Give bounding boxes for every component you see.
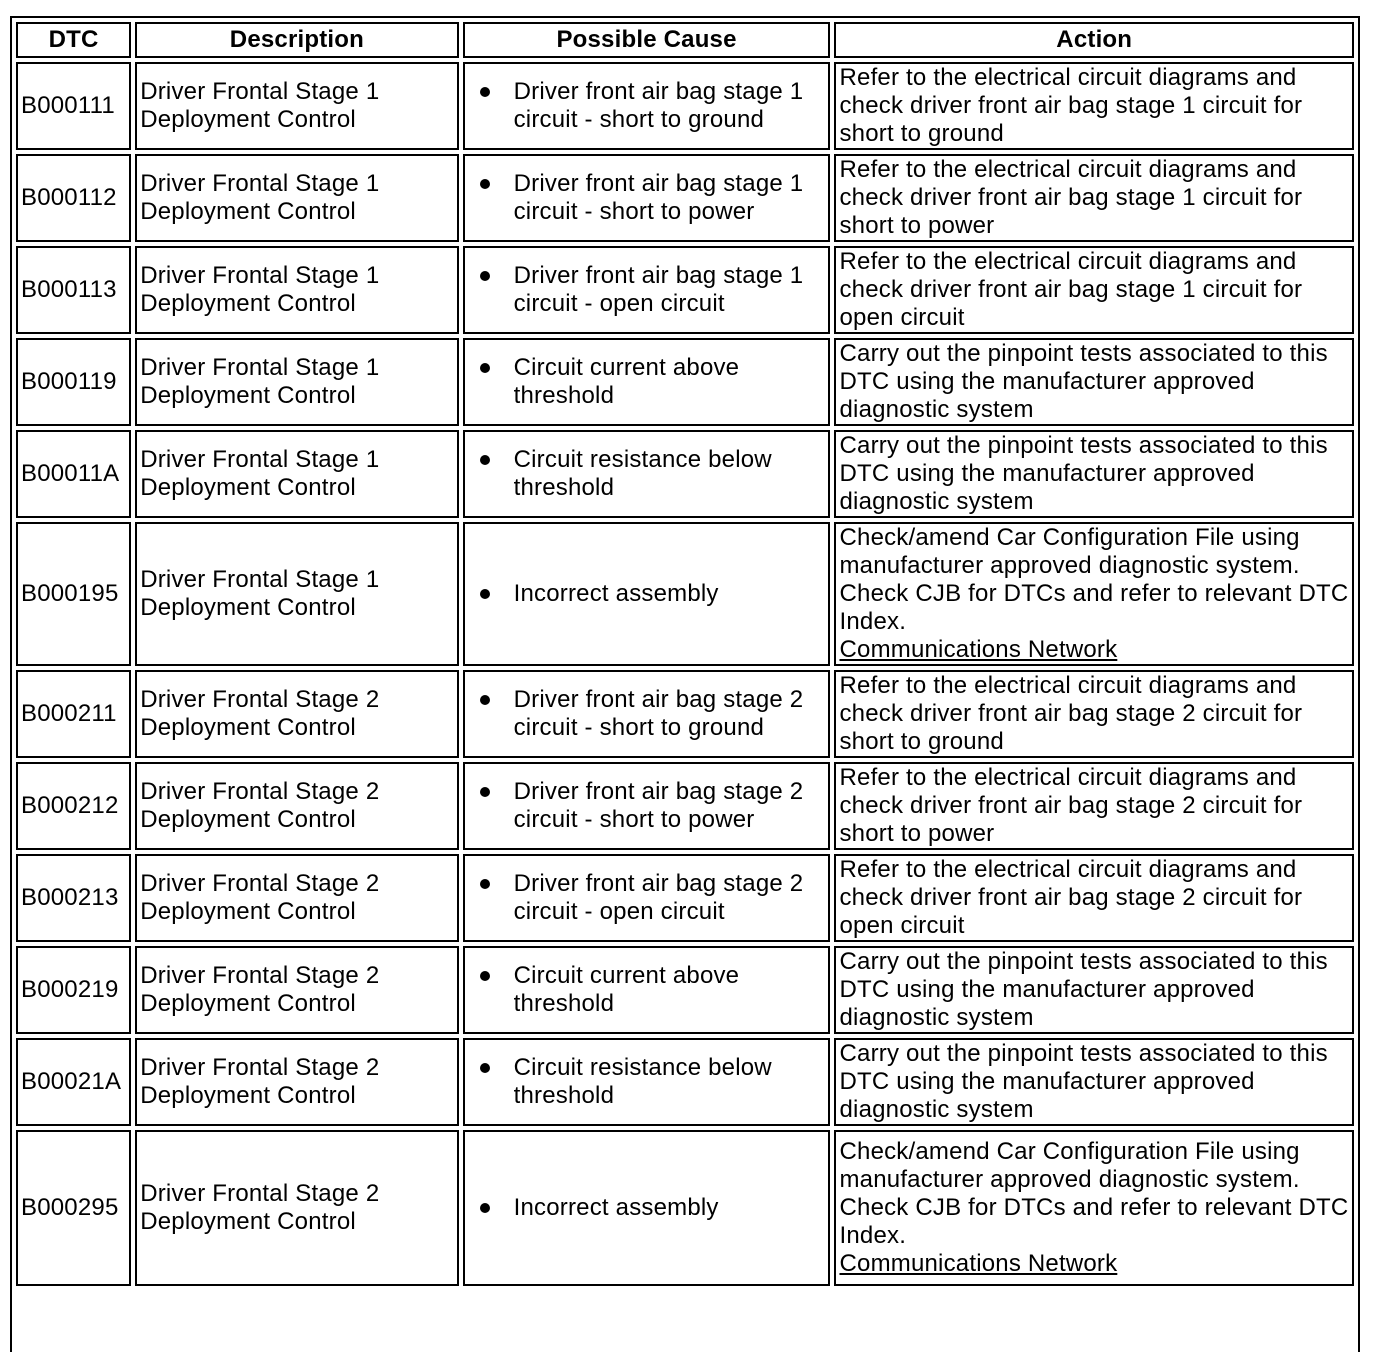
possible-cause-cell: [463, 1038, 831, 1126]
dtc-code: B000211: [16, 670, 131, 758]
header-possible-cause: Possible Cause: [463, 22, 831, 58]
dtc-code: B00011A: [16, 430, 131, 518]
dtc-description: Driver Frontal Stage 2 Deployment Control: [135, 946, 458, 1034]
action-text: Refer to the electrical circuit diagrams and check driver front air bag stage 2 circuit for short to power: [834, 762, 1354, 850]
action-text: Carry out the pinpoint tests associated to this DTC using the manufacturer approved diagnostic system: [834, 338, 1354, 426]
dtc-description: Driver Frontal Stage 1 Deployment Control: [135, 522, 458, 666]
possible-cause-cell: [463, 62, 831, 150]
action-text: Carry out the pinpoint tests associated to this DTC using the manufacturer approved diagnostic system: [834, 946, 1354, 1034]
possible-cause-item: [468, 78, 826, 134]
possible-cause-text: Driver front air bag stage 2 circuit - open circuit: [513, 870, 804, 925]
action-text: Check/amend Car Configuration File using manufacturer approved diagnostic system.: [839, 1138, 1300, 1193]
dtc-code: B000295: [16, 1130, 131, 1286]
action-text: Refer to the electrical circuit diagrams and check driver front air bag stage 1 circuit for open circuit: [834, 246, 1354, 334]
dtc-description: Driver Frontal Stage 2 Deployment Control: [135, 854, 458, 942]
table-row: [16, 430, 1354, 518]
dtc-description: Driver Frontal Stage 1 Deployment Control: [135, 430, 458, 518]
dtc-code: B000111: [16, 62, 131, 150]
dtc-description: Driver Frontal Stage 2 Deployment Control: [135, 1038, 458, 1126]
table-row: [16, 946, 1354, 1034]
bullet-icon: [480, 589, 490, 599]
possible-cause-cell: [463, 670, 831, 758]
dtc-description: Driver Frontal Stage 2 Deployment Control: [135, 762, 458, 850]
possible-cause-cell: [463, 246, 831, 334]
header-description: Description: [135, 22, 458, 58]
possible-cause-cell: [463, 854, 831, 942]
possible-cause-text: Circuit resistance below threshold: [513, 446, 772, 501]
possible-cause-cell: [463, 430, 831, 518]
dtc-code: B00021A: [16, 1038, 131, 1126]
possible-cause-text: Driver front air bag stage 1 circuit - short to power: [513, 170, 804, 225]
action-text: Carry out the pinpoint tests associated to this DTC using the manufacturer approved diagnostic system: [834, 1038, 1354, 1126]
possible-cause-item: [468, 1054, 826, 1110]
table-row: [16, 338, 1354, 426]
possible-cause-item: [468, 446, 826, 502]
bullet-icon: [480, 1203, 490, 1213]
possible-cause-item: [468, 262, 826, 318]
dtc-description: Driver Frontal Stage 1 Deployment Control: [135, 154, 458, 242]
bullet-icon: [480, 271, 490, 281]
dtc-code: B000219: [16, 946, 131, 1034]
dtc-code: B000113: [16, 246, 131, 334]
action-text: Carry out the pinpoint tests associated to this DTC using the manufacturer approved diagnostic system: [834, 430, 1354, 518]
possible-cause-text: Circuit current above threshold: [513, 354, 740, 409]
dtc-description: Driver Frontal Stage 2 Deployment Control: [135, 1130, 458, 1286]
table-row: [16, 62, 1354, 150]
possible-cause-item: [468, 580, 826, 608]
action-text: Refer to the electrical circuit diagrams and check driver front air bag stage 1 circuit for short to power: [834, 154, 1354, 242]
possible-cause-item: [468, 778, 826, 834]
possible-cause-item: [468, 170, 826, 226]
bullet-icon: [480, 787, 490, 797]
bullet-icon: [480, 179, 490, 189]
table-header-row: [16, 22, 1354, 58]
communications-network-link[interactable]: Communications Network: [839, 636, 1118, 663]
communications-network-link[interactable]: Communications Network: [839, 1250, 1118, 1277]
action-text: Refer to the electrical circuit diagrams and check driver front air bag stage 2 circuit for open circuit: [834, 854, 1354, 942]
possible-cause-item: [468, 870, 826, 926]
possible-cause-text: Incorrect assembly: [513, 580, 719, 607]
possible-cause-cell: [463, 522, 831, 666]
possible-cause-item: [468, 686, 826, 742]
bullet-icon: [480, 695, 490, 705]
table-row: [16, 154, 1354, 242]
table-row: [16, 762, 1354, 850]
possible-cause-text: Circuit resistance below threshold: [513, 1054, 772, 1109]
action-text: Check CJB for DTCs and refer to relevant DTC Index.: [839, 580, 1349, 635]
action-text: Refer to the electrical circuit diagrams and check driver front air bag stage 2 circuit for short to ground: [834, 670, 1354, 758]
table-row: [16, 1038, 1354, 1126]
bullet-icon: [480, 1063, 490, 1073]
possible-cause-text: Driver front air bag stage 2 circuit - short to ground: [513, 686, 804, 741]
table-row: [16, 522, 1354, 666]
header-dtc: DTC: [16, 22, 131, 58]
possible-cause-item: [468, 962, 826, 1018]
bullet-icon: [480, 363, 490, 373]
action-cell: [834, 1130, 1354, 1286]
table-row: [16, 1130, 1354, 1286]
table-row: [16, 854, 1354, 942]
dtc-code: B000212: [16, 762, 131, 850]
possible-cause-cell: [463, 946, 831, 1034]
dtc-code: B000213: [16, 854, 131, 942]
dtc-code: B000195: [16, 522, 131, 666]
dtc-description: Driver Frontal Stage 1 Deployment Control: [135, 62, 458, 150]
possible-cause-item: [468, 354, 826, 410]
possible-cause-text: Driver front air bag stage 2 circuit - short to power: [513, 778, 804, 833]
bullet-icon: [480, 879, 490, 889]
possible-cause-cell: [463, 338, 831, 426]
header-action: Action: [834, 22, 1354, 58]
table-row: [16, 246, 1354, 334]
possible-cause-cell: [463, 154, 831, 242]
possible-cause-text: Driver front air bag stage 1 circuit - short to ground: [513, 78, 804, 133]
dtc-description: Driver Frontal Stage 1 Deployment Control: [135, 338, 458, 426]
dtc-description: Driver Frontal Stage 1 Deployment Control: [135, 246, 458, 334]
table-row: [16, 670, 1354, 758]
possible-cause-text: Incorrect assembly: [513, 1194, 719, 1221]
possible-cause-cell: [463, 1130, 831, 1286]
action-text: Refer to the electrical circuit diagrams and check driver front air bag stage 1 circuit for short to ground: [834, 62, 1354, 150]
possible-cause-text: Circuit current above threshold: [513, 962, 740, 1017]
bullet-icon: [480, 971, 490, 981]
bullet-icon: [480, 455, 490, 465]
action-text: Check/amend Car Configuration File using manufacturer approved diagnostic system.: [839, 524, 1300, 579]
dtc-code: B000119: [16, 338, 131, 426]
dtc-table-container: [10, 16, 1360, 1352]
action-text: Check CJB for DTCs and refer to relevant DTC Index.: [839, 1194, 1349, 1249]
bullet-icon: [480, 87, 490, 97]
dtc-table: [12, 18, 1358, 1290]
possible-cause-cell: [463, 762, 831, 850]
action-cell: [834, 522, 1354, 666]
dtc-code: B000112: [16, 154, 131, 242]
dtc-description: Driver Frontal Stage 2 Deployment Control: [135, 670, 458, 758]
possible-cause-text: Driver front air bag stage 1 circuit - open circuit: [513, 262, 804, 317]
possible-cause-item: [468, 1194, 826, 1222]
